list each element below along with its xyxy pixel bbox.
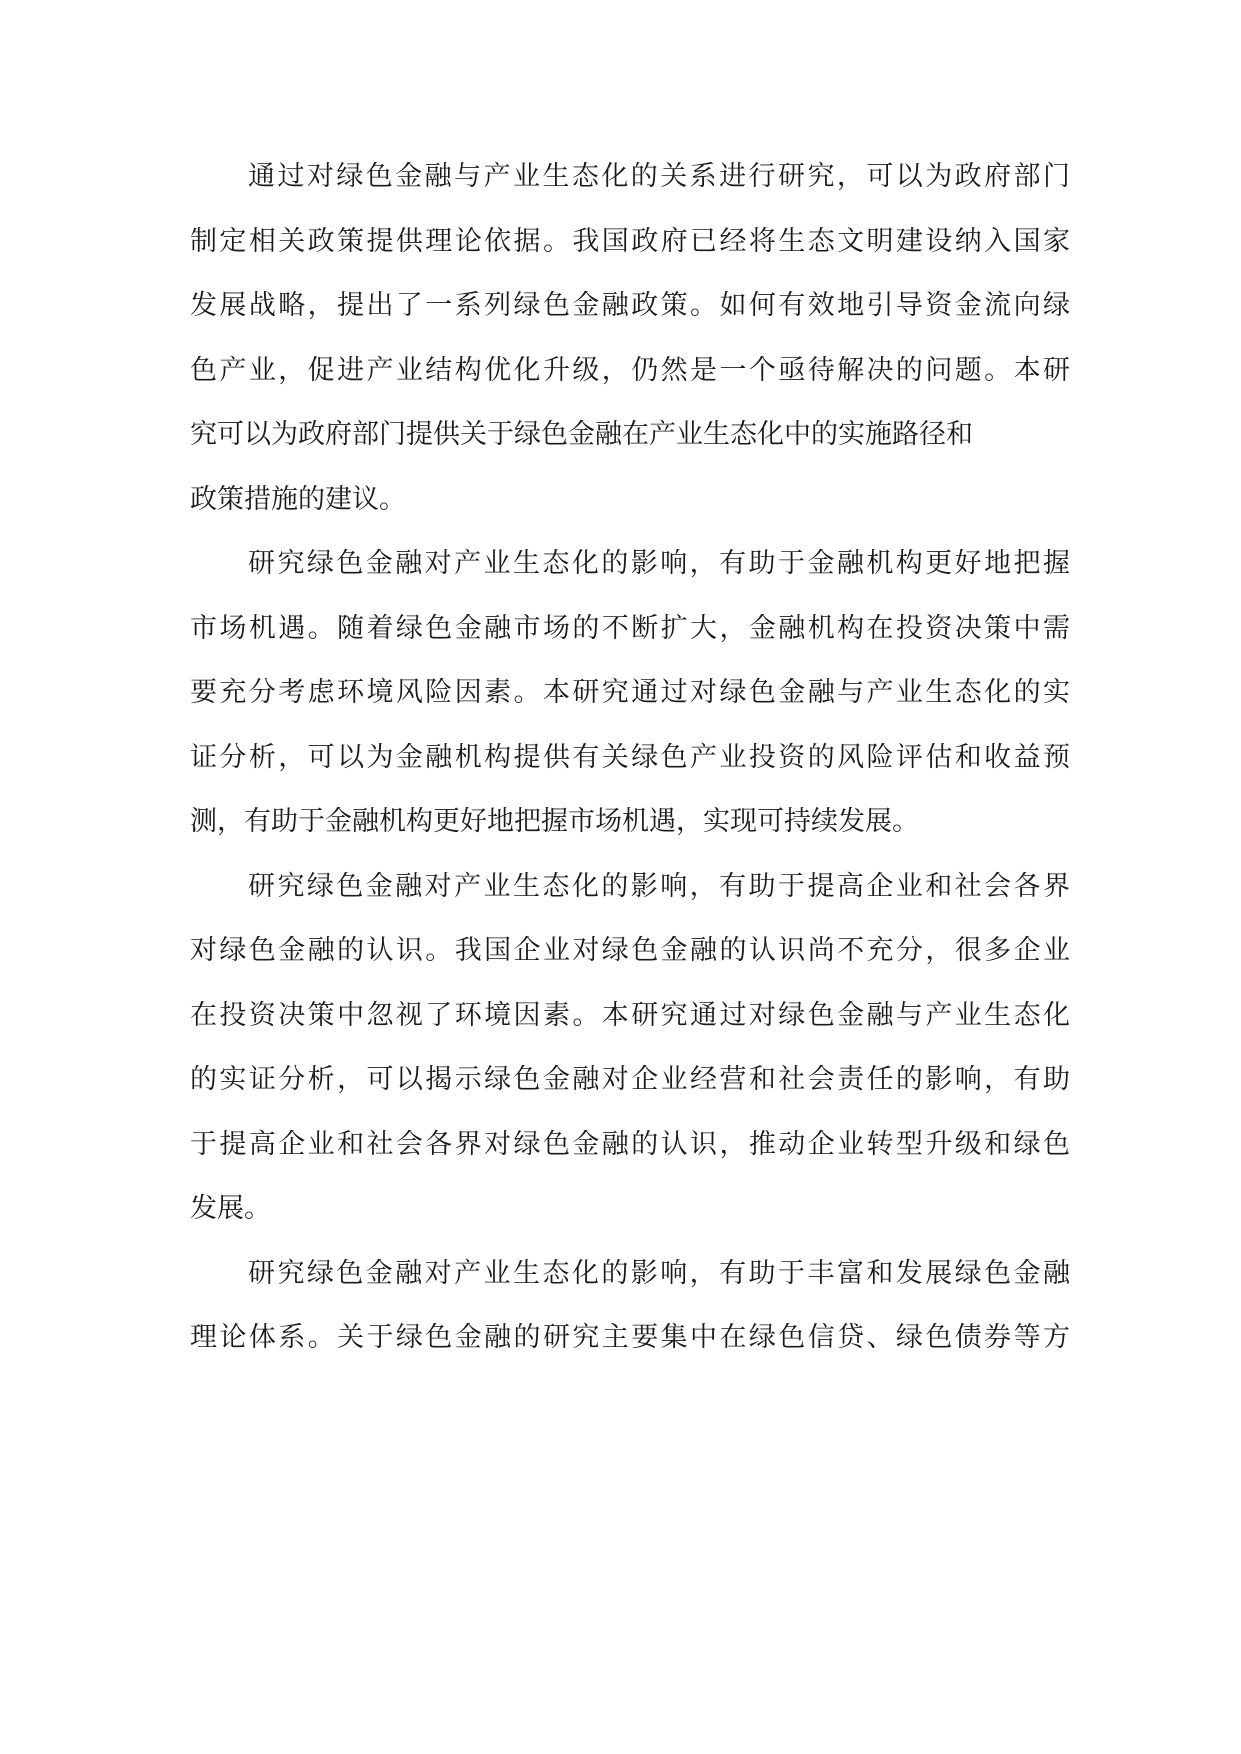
text-line: 研究绿色金融对产业生态化的影响，有助于金融机构更好地把握	[248, 548, 1070, 579]
text-line: 政策措施的建议。	[190, 483, 406, 515]
paragraph-financial-institutions	[190, 532, 1070, 855]
text-line: 研究绿色金融对产业生态化的影响，有助于提高企业和社会各界	[248, 870, 1070, 902]
text-line: 发展战略，提出了一系列绿色金融政策。如何有效地引导资金流向绿	[190, 290, 1070, 321]
text-line: 制定相关政策提供理论依据。我国政府已经将生态文明建设纳入国家	[190, 225, 1070, 257]
document-body	[190, 145, 1070, 1371]
text-line: 证分析，可以为金融机构提供有关绿色产业投资的风险评估和收益预	[190, 741, 1070, 773]
text-line: 理论体系。关于绿色金融的研究主要集中在绿色信贷、绿色债券等方	[190, 1322, 1070, 1353]
paragraph-theory	[190, 1242, 1070, 1371]
paragraph-policy-basis	[190, 145, 1070, 532]
text-line: 于提高企业和社会各界对绿色金融的认识，推动企业转型升级和绿色	[190, 1128, 1070, 1160]
text-line: 究可以为政府部门提供关于绿色金融在产业生态化中的实施路径和	[190, 419, 973, 450]
text-line: 市场机遇。随着绿色金融市场的不断扩大，金融机构在投资决策中需	[190, 612, 1070, 644]
text-line: 通过对绿色金融与产业生态化的关系进行研究，可以为政府部门	[248, 161, 1070, 192]
text-line: 要充分考虑环境风险因素。本研究通过对绿色金融与产业生态化的实	[190, 677, 1070, 708]
text-line: 发展。	[190, 1193, 271, 1224]
text-line: 色产业，促进产业结构优化升级，仍然是一个亟待解决的问题。本研	[190, 354, 1070, 386]
text-line: 的实证分析，可以揭示绿色金融对企业经营和社会责任的影响，有助	[190, 1064, 1070, 1095]
text-line: 研究绿色金融对产业生态化的影响，有助于丰富和发展绿色金融	[248, 1257, 1070, 1289]
paragraph-awareness	[190, 855, 1070, 1242]
text-line: 测，有助于金融机构更好地把握市场机遇，实现可持续发展。	[190, 806, 919, 837]
text-line: 在投资决策中忽视了环境因素。本研究通过对绿色金融与产业生态化	[190, 999, 1070, 1031]
text-line: 对绿色金融的认识。我国企业对绿色金融的认识尚不充分，很多企业	[190, 935, 1070, 966]
